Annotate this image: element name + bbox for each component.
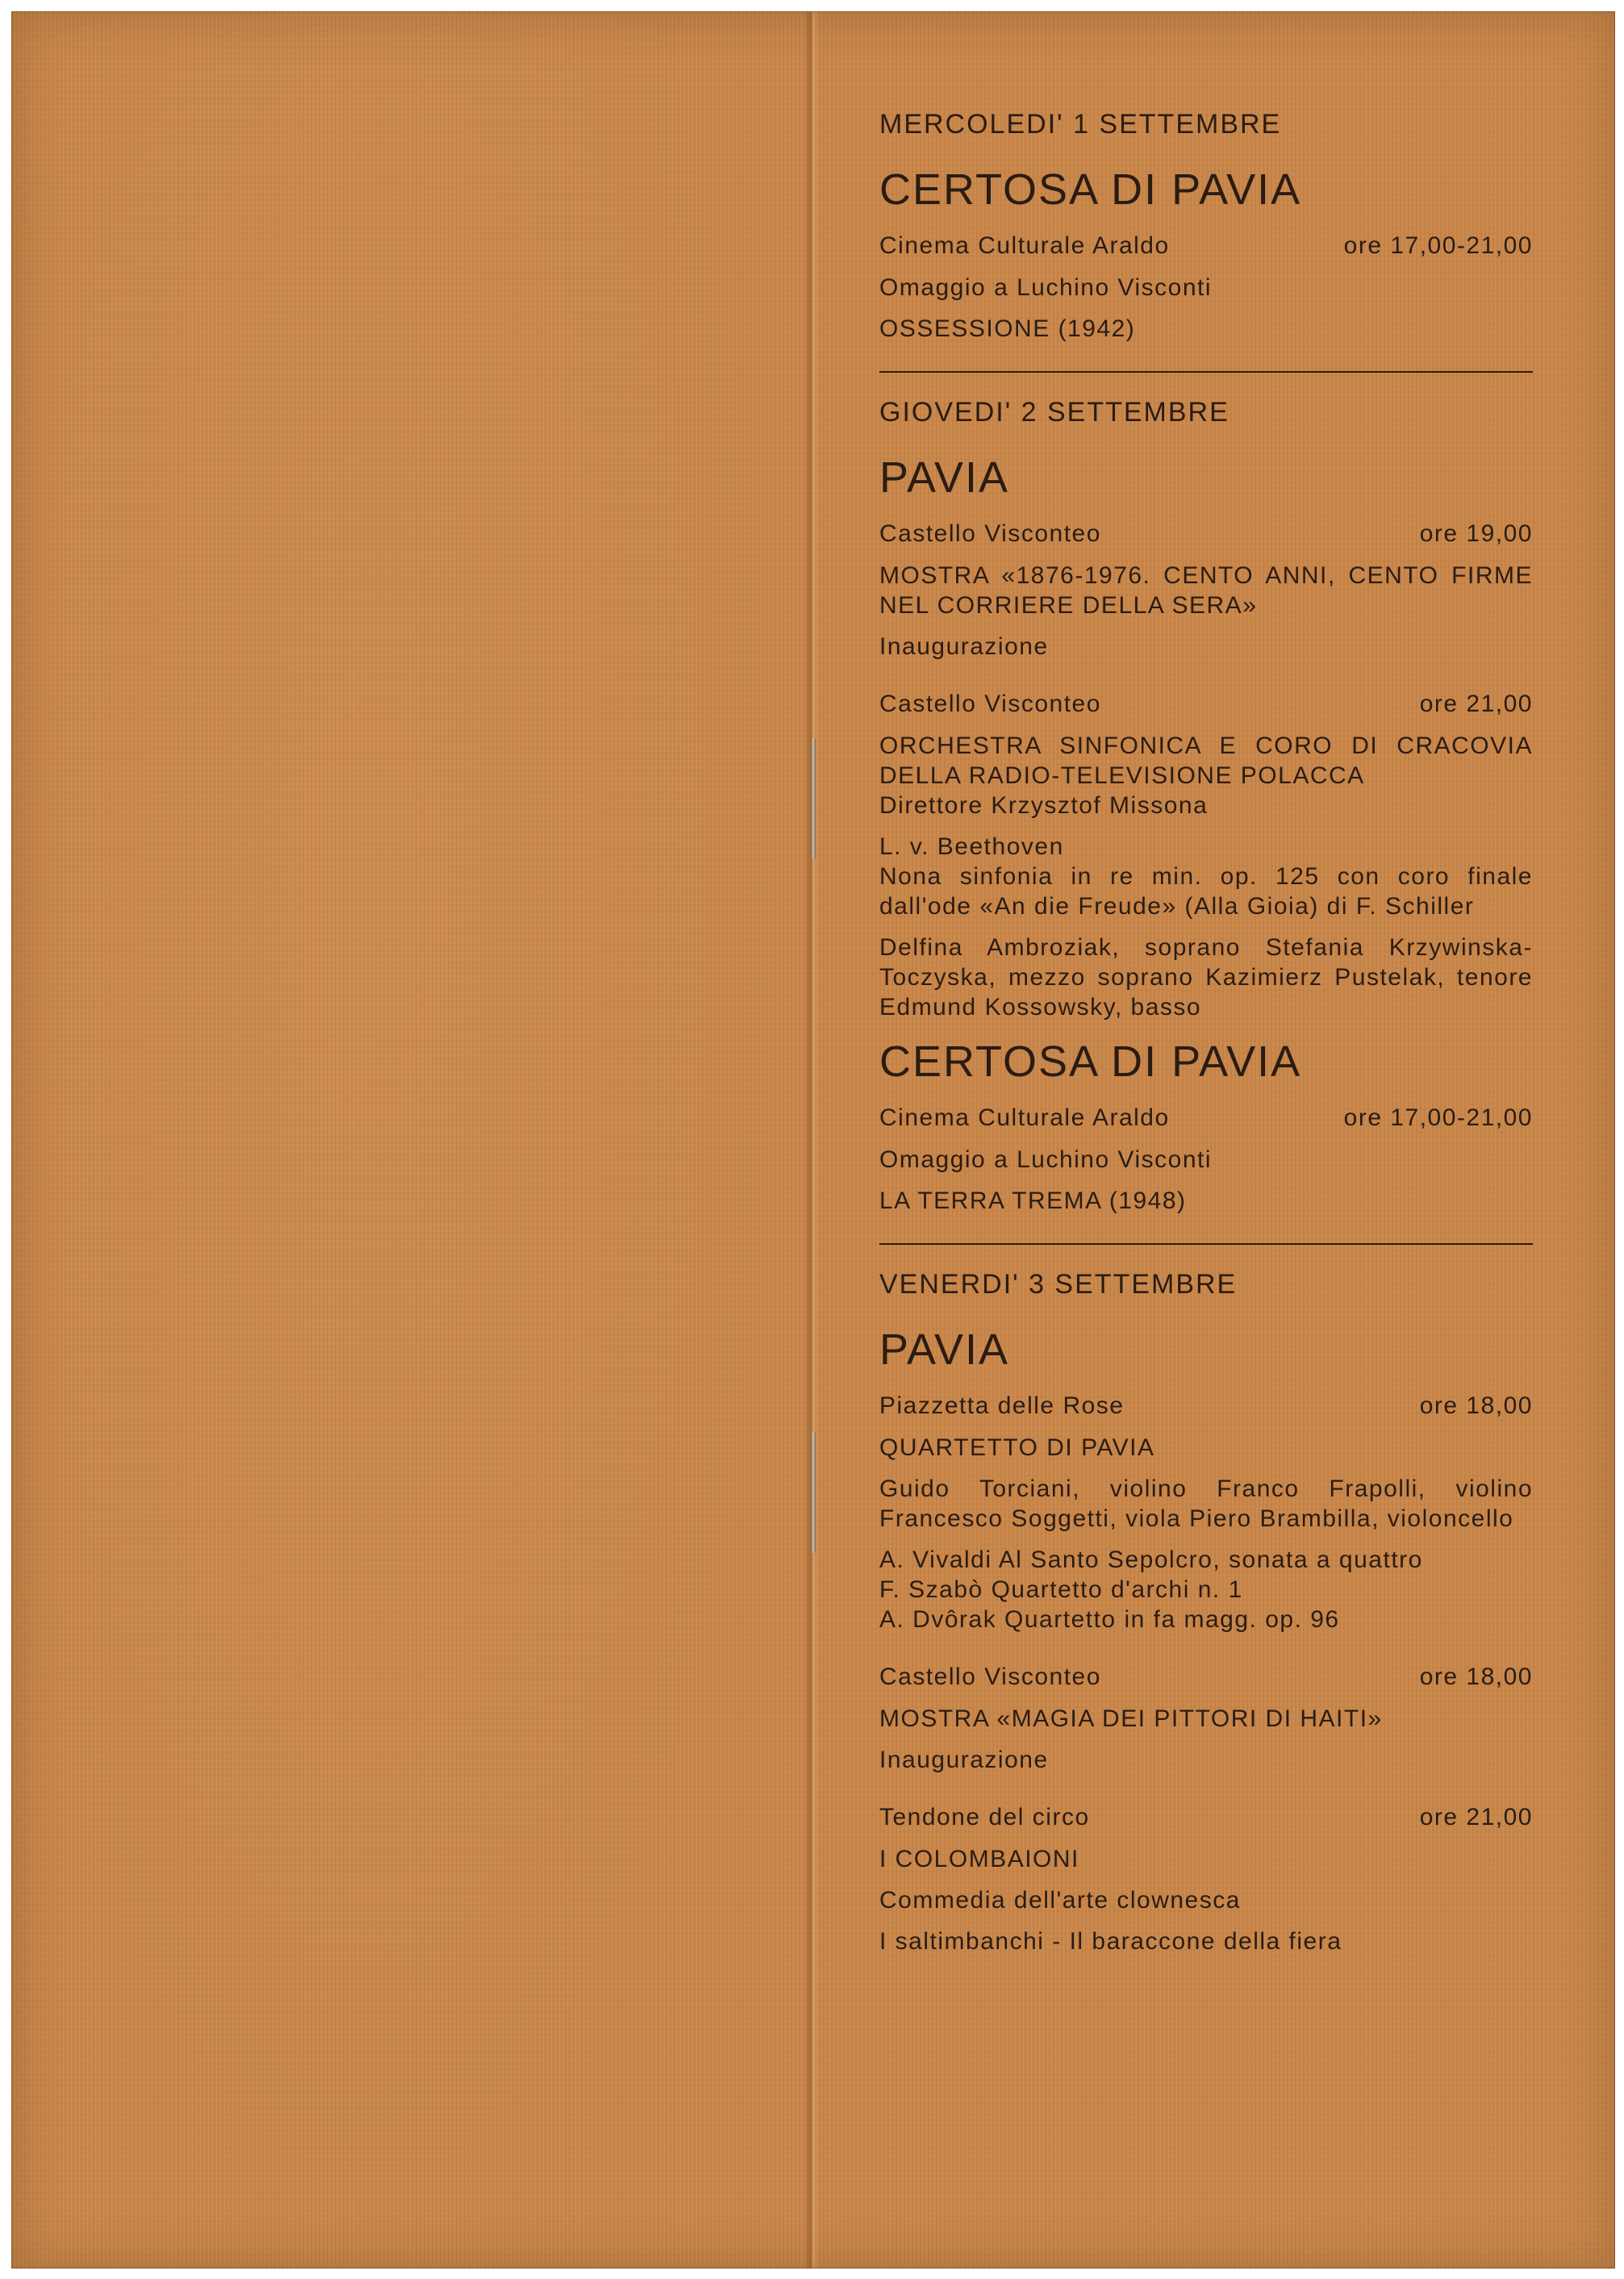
event-work: Nona sinfonia in re min. op. 125 con coro finale dall'ode «An die Freude» (Alla Gioia) di F. Schiller xyxy=(879,863,1533,920)
city-heading: PAVIA xyxy=(879,453,1010,502)
event-place: Tendone del circo xyxy=(879,1804,1090,1830)
event-title: ORCHESTRA SINFONICA E CORO DI CRACOVIA DELLA RADIO-TELEVISIONE POLACCA xyxy=(879,733,1533,789)
event-time: ore 21,00 xyxy=(1419,1804,1533,1830)
staple-top xyxy=(811,738,816,859)
event-note: Inaugurazione xyxy=(879,633,1049,660)
event-place-time xyxy=(879,1663,1533,1691)
event-time: ore 17,00-21,00 xyxy=(1343,1104,1533,1131)
event-place: Piazzetta delle Rose xyxy=(879,1392,1125,1419)
day-heading: VENERDI' 3 SETTEMBRE xyxy=(879,1269,1238,1300)
staple-bottom xyxy=(811,1432,816,1553)
event-place: Castello Visconteo xyxy=(879,1663,1101,1690)
event-players: Guido Torciani, violino Franco Frapolli, violino Francesco Soggetti, viola Piero Brambilla, violoncello xyxy=(879,1476,1533,1532)
city-heading: CERTOSA DI PAVIA xyxy=(879,1037,1302,1086)
event-time: ore 18,00 xyxy=(1419,1663,1533,1690)
event-place: Castello Visconteo xyxy=(879,520,1101,547)
program-item: A. Vivaldi Al Santo Sepolcro, sonata a quattro xyxy=(879,1546,1423,1573)
event-place: Cinema Culturale Araldo xyxy=(879,1104,1170,1131)
city-heading: CERTOSA DI PAVIA xyxy=(879,165,1302,214)
event-line: LA TERRA TREMA (1948) xyxy=(879,1188,1187,1214)
event-time: ore 17,00-21,00 xyxy=(1343,232,1533,259)
event-soloists: Delfina Ambroziak, soprano Stefania Krzywinska-Toczyska, mezzo soprano Kazimierz Pustelak, tenore Edmund Kossowsky, basso xyxy=(879,934,1533,1021)
event-line: Omaggio a Luchino Visconti xyxy=(879,274,1213,301)
event-place: Castello Visconteo xyxy=(879,691,1101,717)
event-place-time xyxy=(879,232,1533,260)
event-place-time xyxy=(879,520,1533,548)
section-divider xyxy=(879,371,1533,373)
event-title: QUARTETTO DI PAVIA xyxy=(879,1434,1155,1461)
event-line: Commedia dell'arte clownesca xyxy=(879,1887,1241,1914)
event-place-time xyxy=(879,1804,1533,1831)
event-place-time xyxy=(879,1392,1533,1420)
event-title: MOSTRA «MAGIA DEI PITTORI DI HAITI» xyxy=(879,1705,1383,1732)
event-title: MOSTRA «1876-1976. CENTO ANNI, CENTO FIRME NEL CORRIERE DELLA SERA» xyxy=(879,562,1533,619)
event-time: ore 18,00 xyxy=(1419,1392,1533,1419)
event-place: Cinema Culturale Araldo xyxy=(879,232,1170,259)
event-line: I COLOMBAIONI xyxy=(879,1846,1079,1872)
day-heading: MERCOLEDI' 1 SETTEMBRE xyxy=(879,109,1282,140)
event-note: Inaugurazione xyxy=(879,1747,1049,1773)
program-page xyxy=(879,109,1533,1956)
event-place-time xyxy=(879,691,1533,718)
event-composer: L. v. Beethoven xyxy=(879,833,1064,860)
event-place-time xyxy=(879,1104,1533,1132)
event-line: OSSESSIONE (1942) xyxy=(879,315,1136,342)
city-heading: PAVIA xyxy=(879,1325,1010,1374)
program-item: F. Szabò Quartetto d'archi n. 1 xyxy=(879,1576,1243,1603)
blank-left-page xyxy=(12,12,804,2268)
event-line: Omaggio a Luchino Visconti xyxy=(879,1146,1213,1173)
program-leaflet xyxy=(11,11,1615,2269)
event-time: ore 21,00 xyxy=(1419,691,1533,717)
event-conductor: Direttore Krzysztof Missona xyxy=(879,792,1209,819)
event-time: ore 19,00 xyxy=(1419,520,1533,547)
day-heading: GIOVEDI' 2 SETTEMBRE xyxy=(879,397,1229,428)
section-divider xyxy=(879,1243,1533,1245)
center-fold xyxy=(804,12,819,2268)
program-item: A. Dvôrak Quartetto in fa magg. op. 96 xyxy=(879,1606,1340,1633)
event-line: I saltimbanchi - Il baraccone della fiera xyxy=(879,1928,1342,1955)
